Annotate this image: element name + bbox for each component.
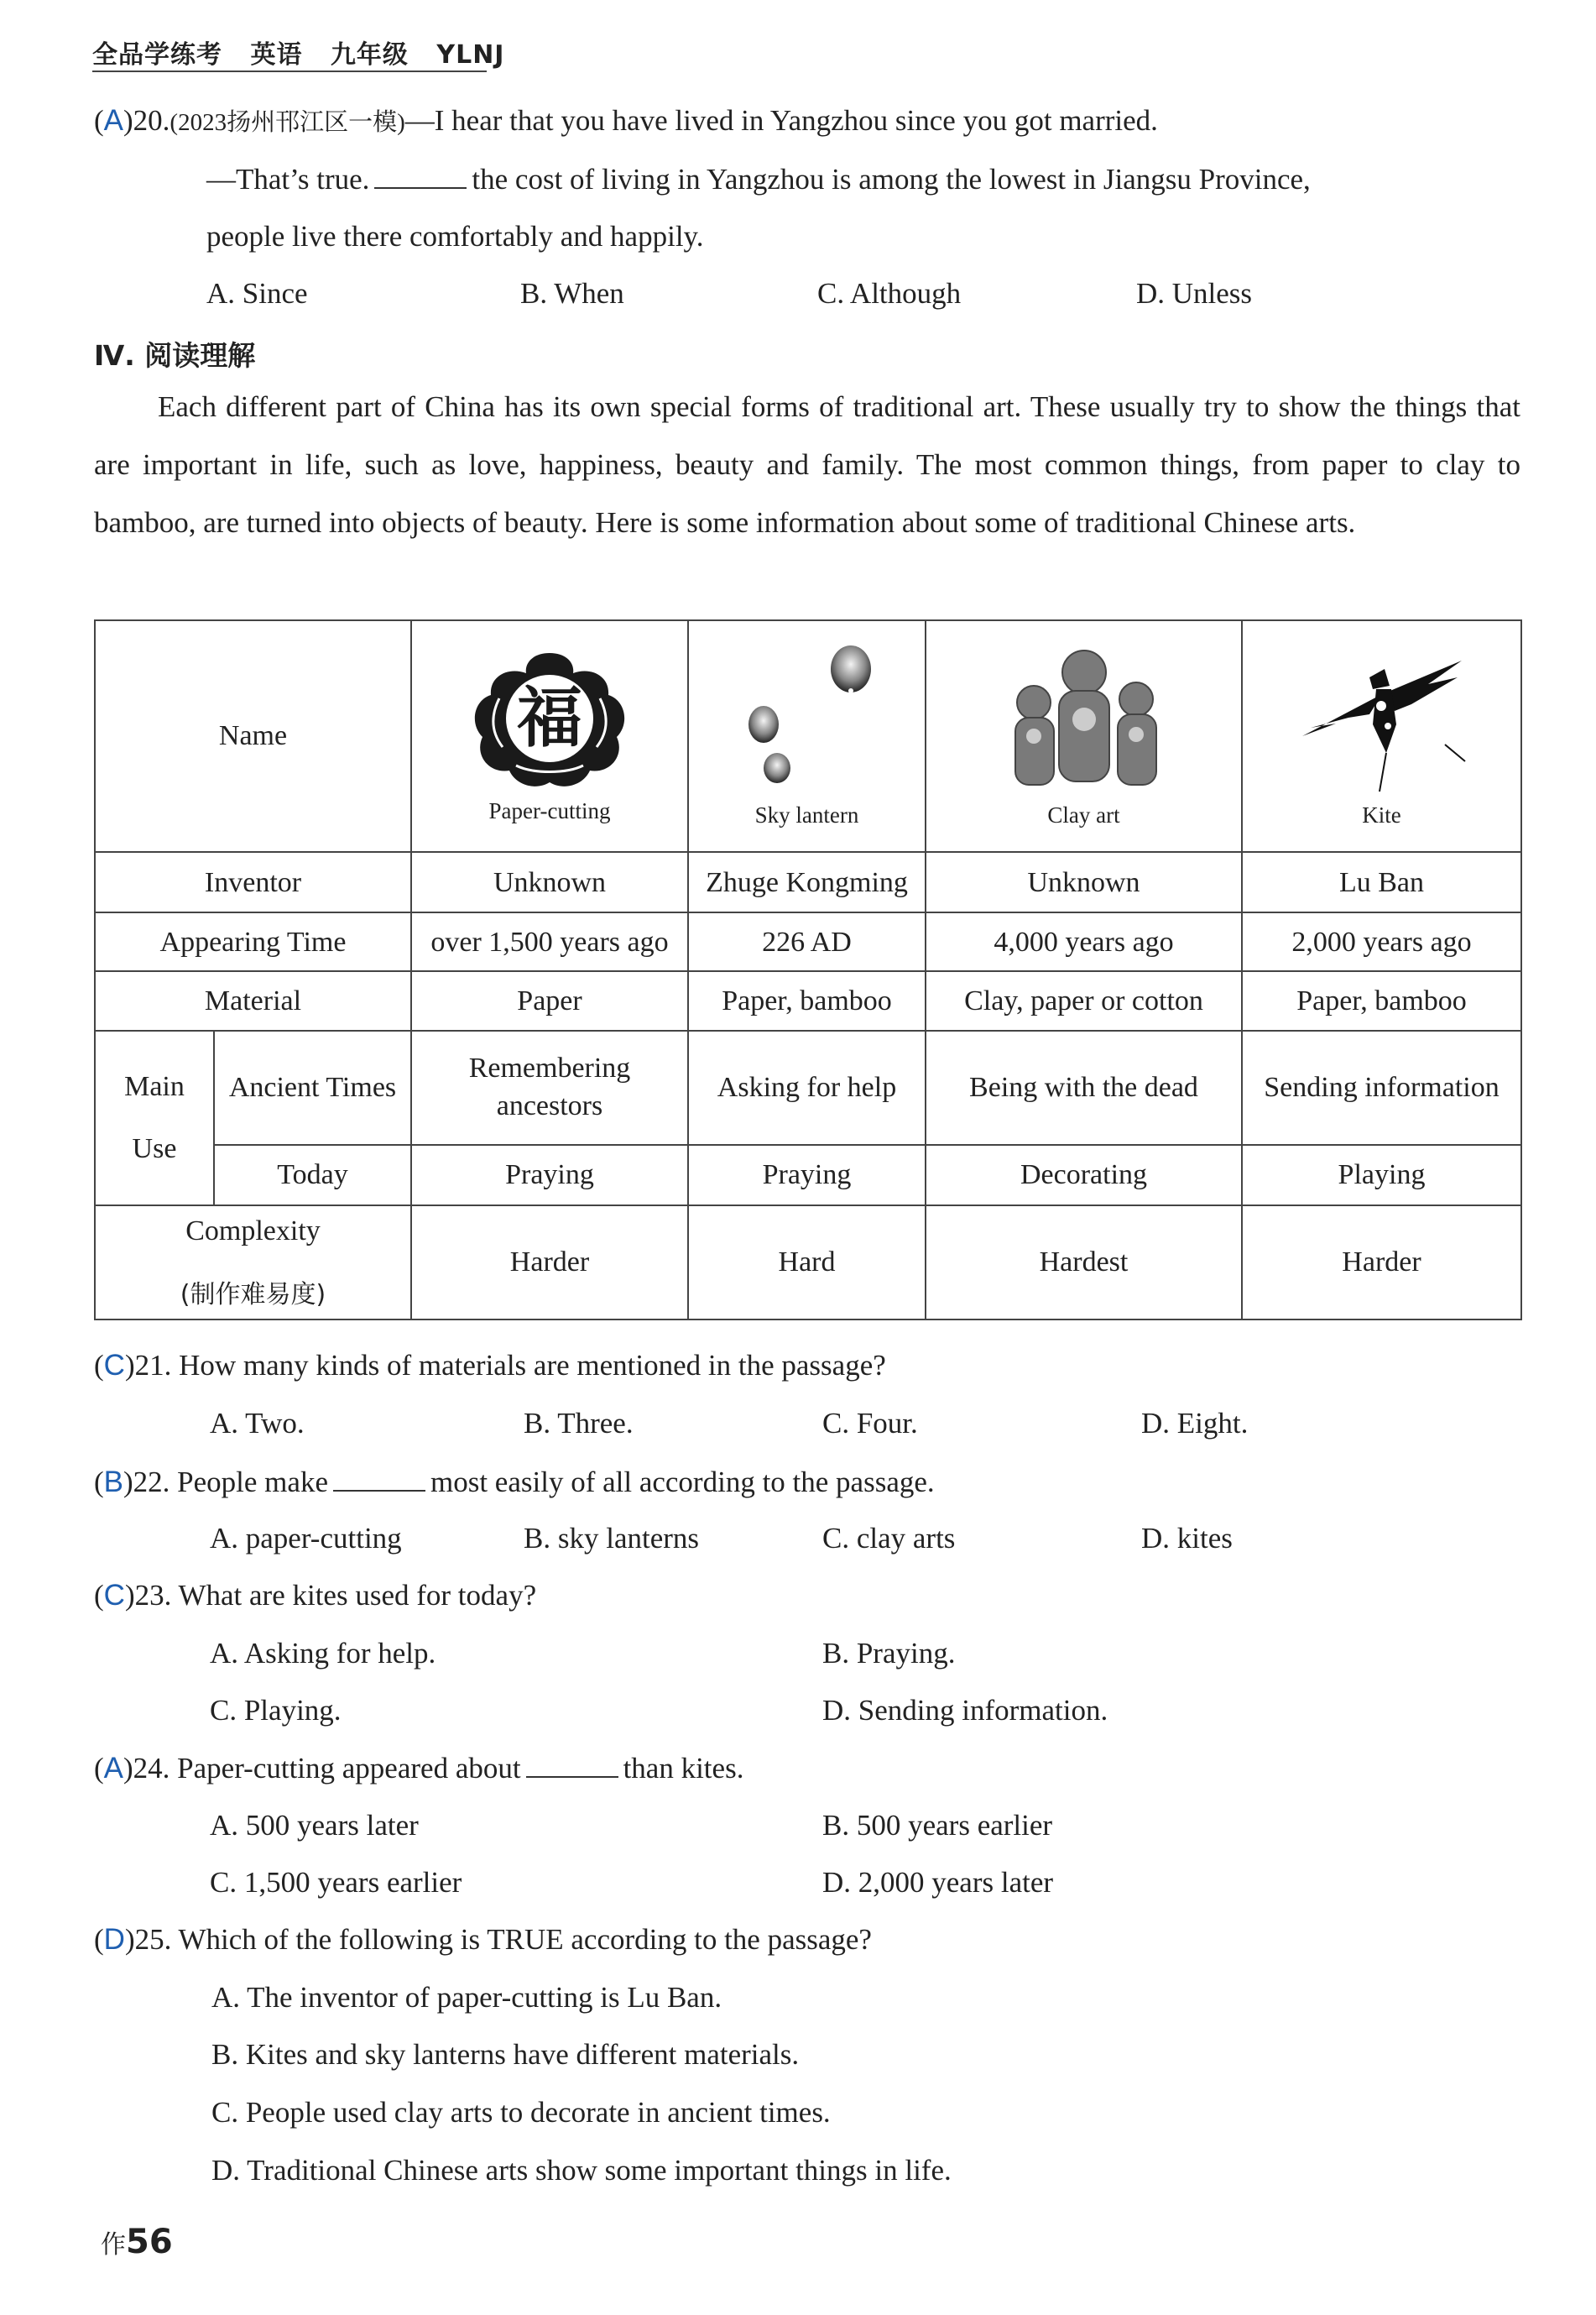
table-cell: Playing (1242, 1145, 1521, 1205)
table-cell: Paper, bamboo (688, 971, 926, 1030)
table-row (95, 1031, 1521, 1145)
table-row (95, 620, 1521, 852)
q21-stem: (C)21. How many kinds of materials are mentioned in the passage? (94, 1349, 886, 1382)
ancient-label: Ancient Times (214, 1031, 411, 1145)
q22-stem: (B)22. People make most easily of all according to the passage. (94, 1466, 935, 1498)
q23-stem: (C)23. What are kites used for today? (94, 1579, 537, 1612)
q20-option-b: B. When (520, 277, 624, 310)
name-label: Name (95, 620, 411, 852)
table-cell: Hard (688, 1205, 926, 1319)
q22-blank (333, 1466, 425, 1492)
kite-cell (1242, 620, 1521, 852)
q20-option-a: A. Since (206, 277, 308, 310)
sky-lantern-cell (688, 620, 926, 852)
clay-art-cell (926, 620, 1242, 852)
q20-blank (374, 164, 467, 189)
q21-answer: C (103, 1349, 125, 1382)
table-cell: 2,000 years ago (1242, 912, 1521, 971)
table-cell: Harder (411, 1205, 688, 1319)
page-header (92, 34, 523, 71)
q24-answer: A (103, 1752, 124, 1785)
q23-option-d: D. Sending information. (822, 1694, 1108, 1727)
q23-answer: C (103, 1579, 125, 1612)
q20-option-c: C. Although (817, 277, 962, 310)
q21-option-d: D. Eight. (1141, 1407, 1249, 1440)
kite-image (1286, 644, 1479, 795)
sky-lantern-image (723, 644, 891, 795)
header-subject: 英语 (250, 40, 303, 70)
table-cell: Hardest (926, 1205, 1242, 1319)
table-cell: Praying (411, 1145, 688, 1205)
q25-option-a: A. The inventor of paper-cutting is Lu Ban. (211, 1981, 722, 2014)
table-cell: Decorating (926, 1145, 1242, 1205)
table-cell: Paper (411, 971, 688, 1030)
q24-option-a: A. 500 years later (210, 1809, 419, 1842)
table-cell: Unknown (926, 852, 1242, 912)
q21-option-b: B. Three. (524, 1407, 634, 1440)
table-cell: 226 AD (688, 912, 926, 971)
table-cell: over 1,500 years ago (411, 912, 688, 971)
table-row (95, 1145, 1521, 1205)
table-row (95, 852, 1521, 912)
table-cell: Unknown (411, 852, 688, 912)
q20-stem: (A)20.(2023扬州邗江区一模)—I hear that you have lived in Yangzhou since you got married. (94, 104, 1158, 137)
header-grade: 九年级 (330, 40, 409, 70)
page-number: 56 (126, 2223, 173, 2261)
art-caption-kite: Kite (1362, 802, 1401, 828)
q24-stem: (A)24. Paper-cutting appeared about than kites. (94, 1752, 744, 1785)
q24-option-b: B. 500 years earlier (822, 1809, 1053, 1842)
table-row (95, 912, 1521, 971)
table-cell: Asking for help (688, 1031, 926, 1145)
q25-stem: (D)25. Which of the following is TRUE according to the passage? (94, 1923, 872, 1956)
material-label: Material (95, 971, 411, 1030)
paper-cutting-image (466, 648, 634, 791)
header-code: YLNJ (436, 40, 505, 70)
q22-answer: B (103, 1466, 124, 1498)
table-cell: Sending information (1242, 1031, 1521, 1145)
q20-answer: A (103, 104, 124, 137)
clay-art-image (992, 644, 1176, 795)
q22-option-a: A. paper-cutting (210, 1522, 402, 1555)
q22-option-b: B. sky lanterns (524, 1522, 700, 1555)
table-cell: 4,000 years ago (926, 912, 1242, 971)
art-caption-paper-cutting: Paper-cutting (488, 798, 611, 824)
q25-option-b: B. Kites and sky lanterns have different materials. (211, 2038, 800, 2071)
header-series: 全品学练考 (92, 40, 222, 70)
paper-cutting-cell (411, 620, 688, 852)
q23-option-a: A. Asking for help. (210, 1637, 436, 1670)
table-row (95, 1205, 1521, 1319)
q21-option-c: C. Four. (822, 1407, 918, 1440)
q22-option-c: C. clay arts (822, 1522, 956, 1555)
today-label: Today (214, 1145, 411, 1205)
time-label: Appearing Time (95, 912, 411, 971)
section-title: Ⅳ. 阅读理解 (94, 339, 256, 372)
art-caption-clay-art: Clay art (1047, 802, 1120, 828)
q23-option-c: C. Playing. (210, 1694, 342, 1727)
art-caption-sky-lantern: Sky lantern (754, 802, 859, 828)
q20-line3: people live there comfortably and happily. (206, 220, 704, 253)
reading-passage: Each different part of China has its own special forms of traditional art. These usually try to show the things that are important in life, such as love, happiness, beauty and family. The most common things, from paper to clay to bamboo, are turned into objects of beauty. Here is some information about some of traditional Chinese arts. (94, 390, 1520, 539)
q24-option-c: C. 1,500 years earlier (210, 1866, 462, 1899)
q23-option-b: B. Praying. (822, 1637, 956, 1670)
q25-answer: D (103, 1923, 125, 1956)
complexity-label: Complexity (制作难易度) (95, 1205, 411, 1319)
table-row (95, 971, 1521, 1030)
main-use-label: Main Use (95, 1031, 214, 1205)
q21-option-a: A. Two. (210, 1407, 305, 1440)
q22-option-d: D. kites (1141, 1522, 1233, 1555)
table-cell: Harder (1242, 1205, 1521, 1319)
arts-table (94, 619, 1522, 1320)
inventor-label: Inventor (95, 852, 411, 912)
q24-option-d: D. 2,000 years later (822, 1866, 1054, 1899)
q25-option-c: C. People used clay arts to decorate in ancient times. (211, 2096, 831, 2129)
table-cell: Being with the dead (926, 1031, 1242, 1145)
q20-line2: —That’s true. the cost of living in Yangzhou is among the lowest in Jiangsu Province, (206, 163, 1311, 196)
header-divider (92, 71, 487, 72)
table-cell: Zhuge Kongming (688, 852, 926, 912)
table-cell: Lu Ban (1242, 852, 1521, 912)
q25-option-d: D. Traditional Chinese arts show some important things in life. (211, 2154, 952, 2187)
table-cell: Remembering ancestors (411, 1031, 688, 1145)
table-cell: Praying (688, 1145, 926, 1205)
page-footer (101, 2223, 173, 2261)
table-cell: Paper, bamboo (1242, 971, 1521, 1030)
q24-blank (526, 1753, 618, 1778)
footer-prefix: 作 (101, 2230, 126, 2260)
q20-source: (2023扬州邗江区一模) (170, 109, 405, 136)
paper-cut-character: 福 (516, 681, 583, 757)
table-cell: Clay, paper or cotton (926, 971, 1242, 1030)
q20-option-d: D. Unless (1136, 277, 1253, 310)
